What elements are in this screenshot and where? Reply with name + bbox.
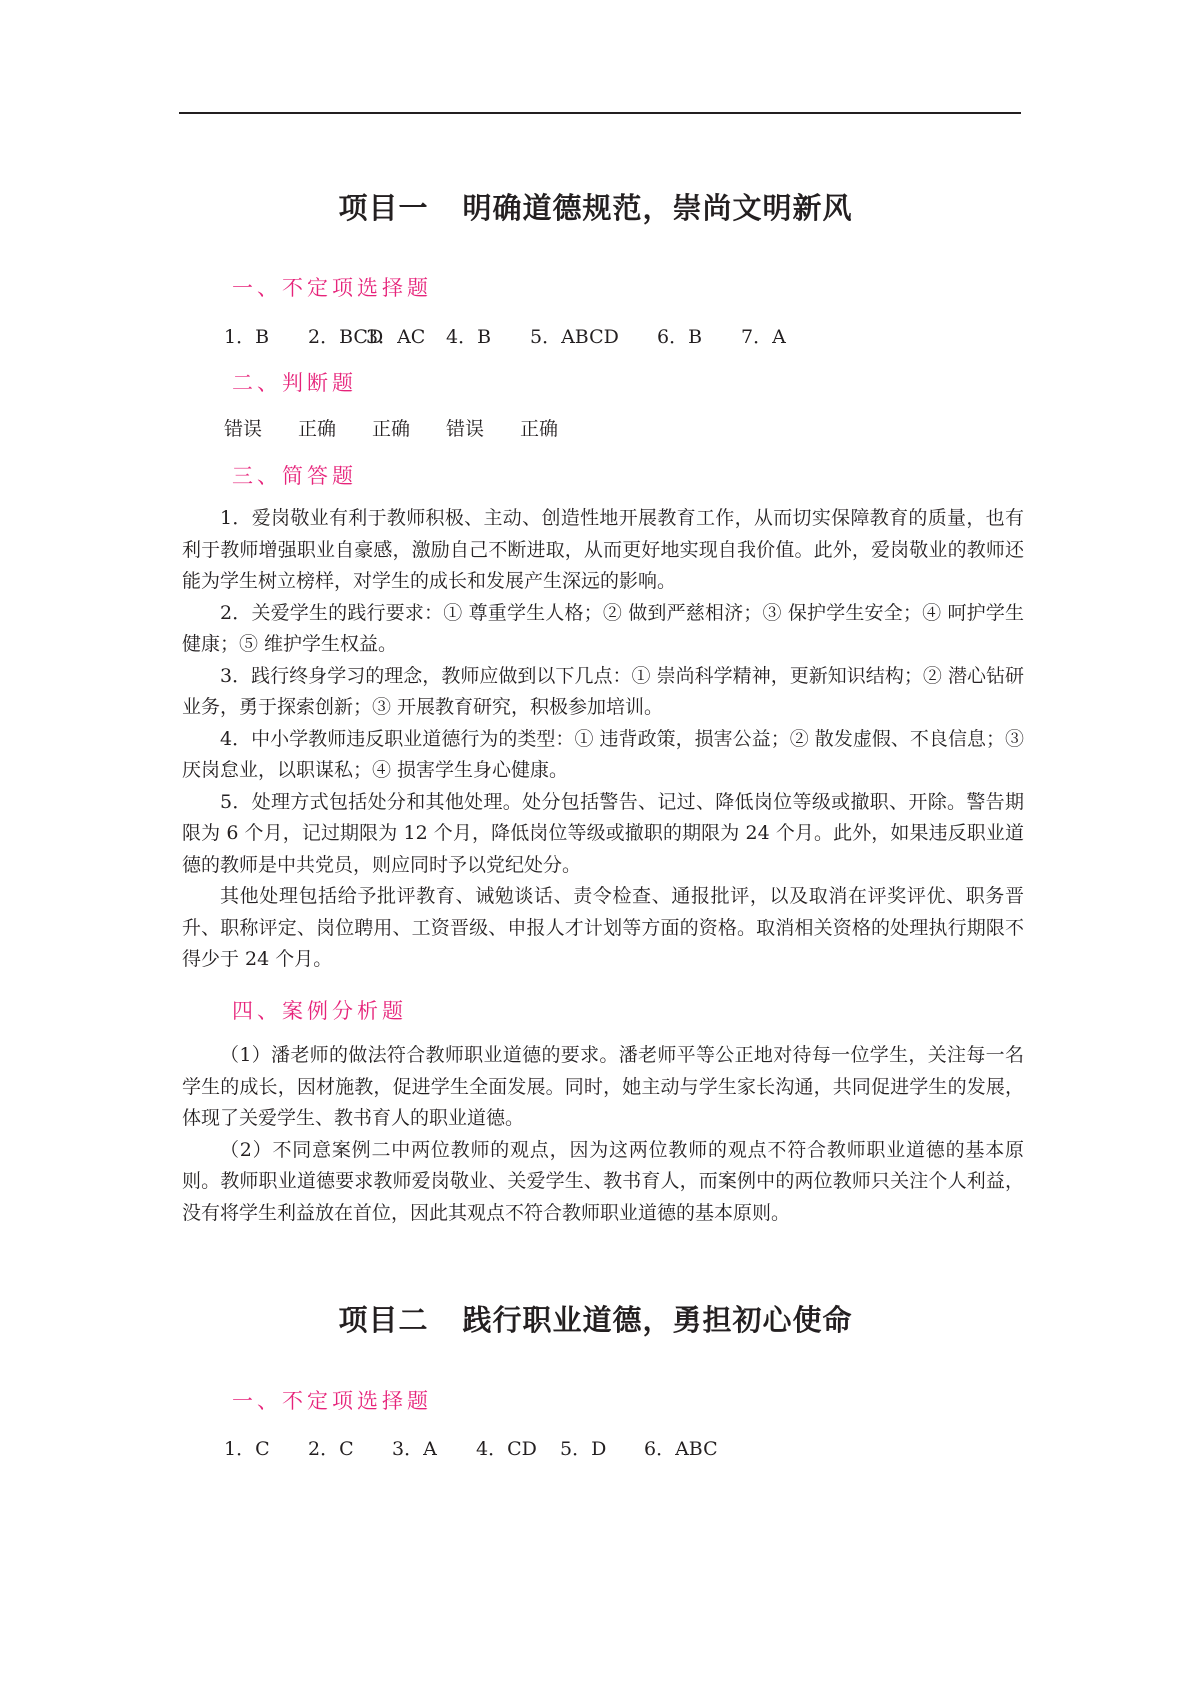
p2-mc-answer: 3．A [392, 1438, 437, 1460]
p1-mc-answers [224, 322, 786, 349]
p1-tf-answer: 正确 [372, 418, 411, 440]
p1-short-answer-3: 3．践行终身学习的理念，教师应做到以下几点：① 崇尚科学精神，更新知识结构；② 潜心钻研业务，勇于探索创新；③ 开展教育研究，积极参加培训。 [182, 664, 1024, 718]
p1-case-answer-1: （1）潘老师的做法符合教师职业道德的要求。潘老师平等公正地对待每一位学生，关注每一名学生的成长，因材施教，促进学生全面发展。同时，她主动与学生家长沟通，共同促进学生的发展，体现了关爱学生、教书育人的职业道德。 [182, 1044, 1024, 1129]
p1-tf-answer: 正确 [298, 418, 337, 440]
project2-title [0, 1298, 1191, 1339]
p1-section-case-analysis: 四、案例分析题 [232, 999, 407, 1023]
p1-tf-answer: 正确 [520, 418, 559, 440]
p1-mc-answer: 6．B [657, 326, 703, 348]
p1-short-answers [182, 503, 1024, 976]
p1-mc-answer: 3．AC [366, 326, 426, 348]
p2-mc-answer: 4．CD [476, 1438, 537, 1460]
p1-section-multiple-choice: 一、不定项选择题 [232, 276, 432, 300]
project2-title-number: 项目二 [338, 1303, 429, 1337]
p1-mc-answer: 1．B [224, 326, 270, 348]
p1-short-answer-2: 2．关爱学生的践行要求：① 尊重学生人格；② 做到严慈相济；③ 保护学生安全；④ 呵护学生健康；⑤ 维护学生权益。 [182, 601, 1024, 655]
p2-mc-answer: 2．C [308, 1438, 354, 1460]
project2-title-text: 践行职业道德，勇担初心使命 [462, 1303, 853, 1337]
p1-tf-answer: 错误 [446, 418, 485, 440]
p2-mc-answer: 5．D [560, 1438, 607, 1460]
project1-title-text: 明确道德规范，崇尚文明新风 [462, 191, 853, 225]
p1-mc-answer: 4．B [446, 326, 492, 348]
p2-mc-answer: 6．ABC [644, 1438, 718, 1460]
p1-section-short-answer: 三、简答题 [232, 464, 357, 488]
p1-section-true-false: 二、判断题 [232, 371, 357, 395]
p1-short-answer-5: 5．处理方式包括处分和其他处理。处分包括警告、记过、降低岗位等级或撤职、开除。警告期限为 6 个月，记过期限为 12 个月，降低岗位等级或撤职的期限为 24 个月。此外，如果违反职业道德的教师是中共党员，则应同时予以党纪处分。 [182, 790, 1024, 876]
p1-case-answers [182, 1040, 1024, 1229]
p1-mc-answer: 2．BCD [308, 326, 384, 348]
p1-short-answer-5-cont: 其他处理包括给予批评教育、诫勉谈话、责令检查、通报批评，以及取消在评奖评优、职务晋升、职称评定、岗位聘用、工资晋级、申报人才计划等方面的资格。取消相关资格的处理执行期限不得少于 24 个月。 [182, 885, 1024, 970]
p2-mc-answers [224, 1434, 718, 1461]
p1-tf-answer: 错误 [224, 418, 263, 440]
p1-mc-answer: 5．ABCD [530, 326, 619, 348]
p2-section-multiple-choice: 一、不定项选择题 [232, 1389, 432, 1413]
p1-mc-answer: 7．A [741, 326, 786, 348]
project1-title [0, 186, 1191, 227]
header-rule [179, 112, 1021, 114]
p2-mc-answer: 1．C [224, 1438, 270, 1460]
p1-case-answer-2: （2）不同意案例二中两位教师的观点，因为这两位教师的观点不符合教师职业道德的基本原则。教师职业道德要求教师爱岗敬业、关爱学生、教书育人，而案例中的两位教师只关注个人利益，没有将学生利益放在首位，因此其观点不符合教师职业道德的基本原则。 [182, 1138, 1024, 1224]
p1-short-answer-4: 4．中小学教师违反职业道德行为的类型：① 违背政策，损害公益；② 散发虚假、不良信息；③ 厌岗怠业，以职谋私；④ 损害学生身心健康。 [182, 727, 1024, 781]
p1-short-answer-1: 1．爱岗敬业有利于教师积极、主动、创造性地开展教育工作，从而切实保障教育的质量，也有利于教师增强职业自豪感，激励自己不断进取，从而更好地实现自我价值。此外，爱岗敬业的教师还能为学生树立榜样，对学生的成长和发展产生深远的影响。 [182, 507, 1024, 592]
p1-tf-answers [224, 414, 558, 441]
project1-title-number: 项目一 [338, 191, 429, 225]
